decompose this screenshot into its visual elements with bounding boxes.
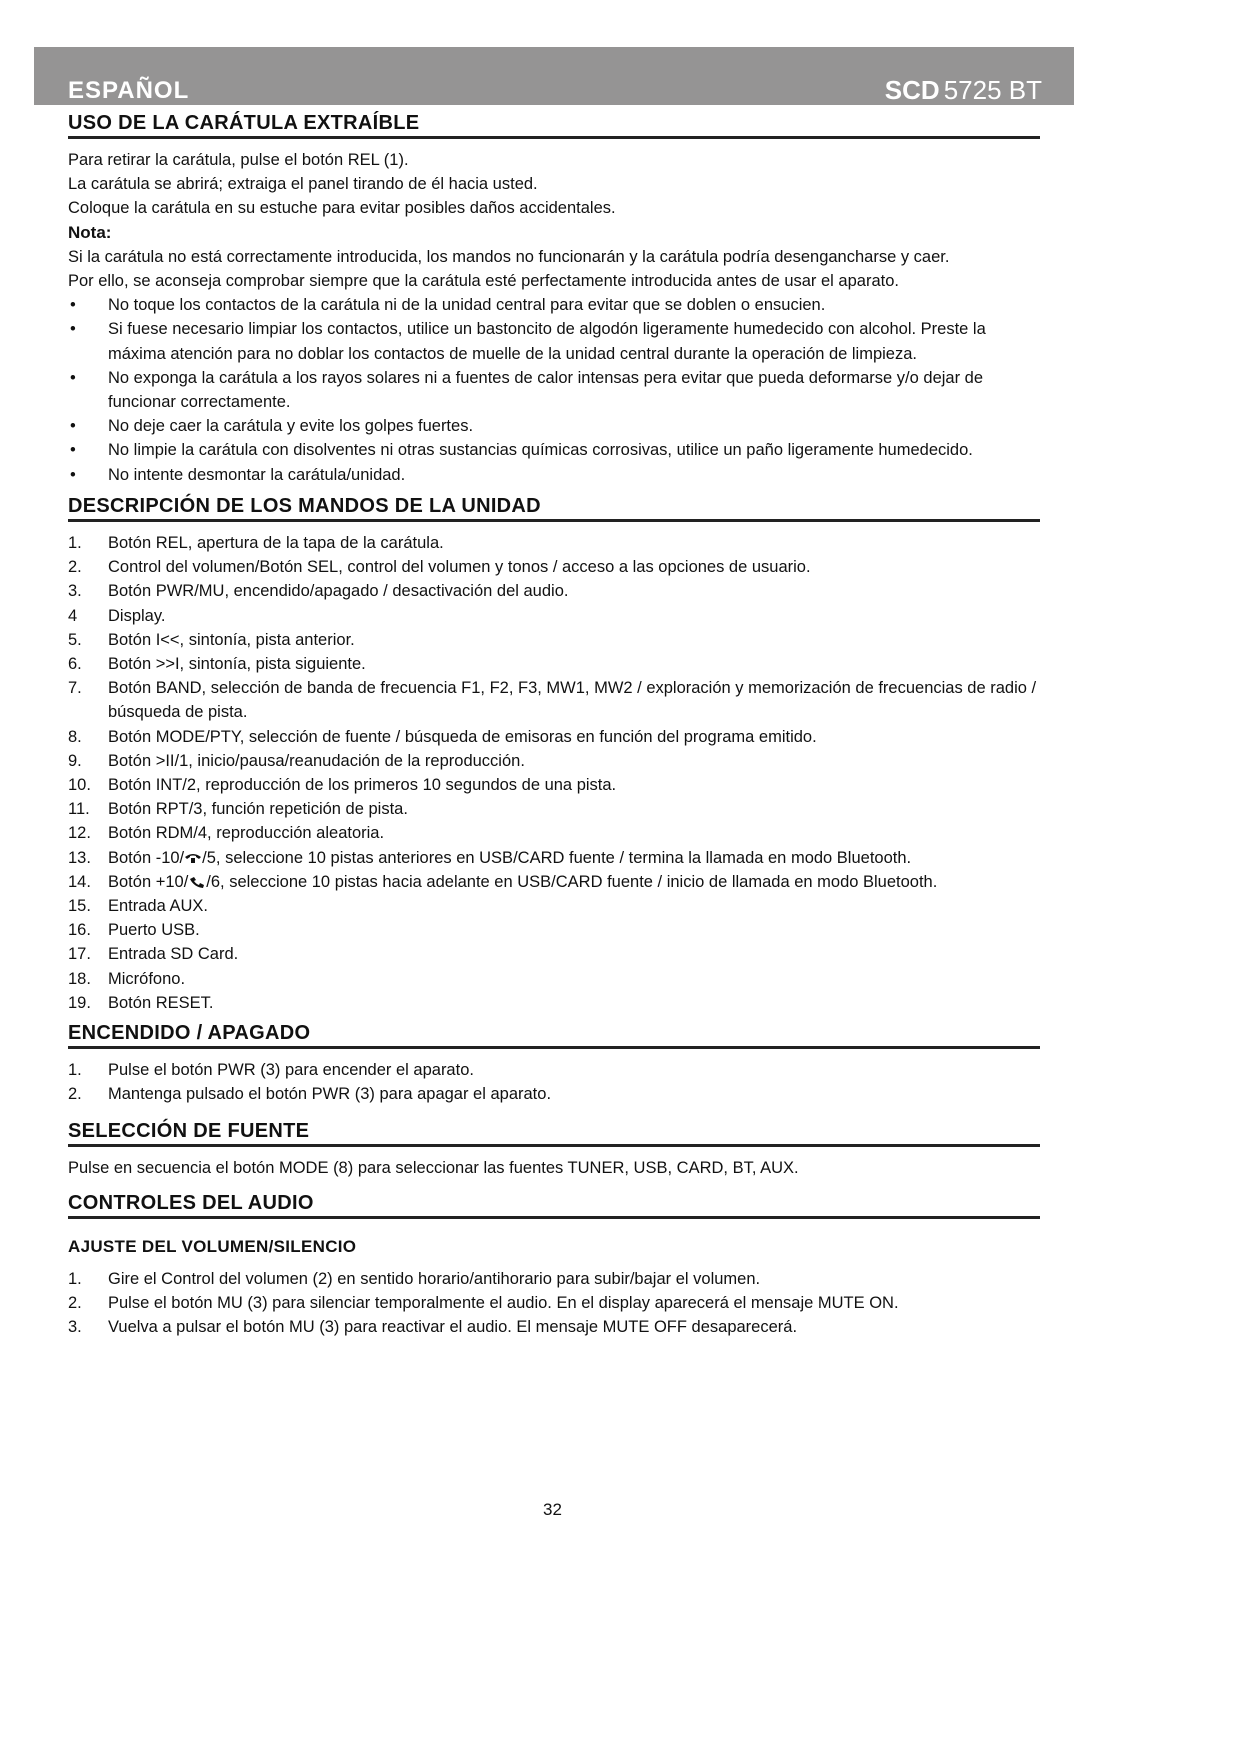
list-item (68, 579, 1040, 603)
bullet-icon: • (70, 441, 76, 460)
list-item (68, 555, 1040, 579)
item-text: Puerto USB. (108, 921, 200, 940)
language-label: ESPAÑOL (68, 77, 190, 104)
item-number: 1. (68, 1270, 82, 1288)
list-item (68, 725, 1040, 749)
bullet-icon: • (70, 296, 76, 315)
list-item (68, 604, 1040, 628)
section-title: SELECCIÓN DE FUENTE (68, 1119, 1040, 1147)
item-text: Entrada AUX. (108, 897, 208, 916)
section-encendido (68, 1021, 1040, 1106)
section-fuente (68, 1119, 1040, 1180)
item-text: /5, seleccione 10 pistas anteriores en USB/CARD fuente / termina la llamada en modo Bluetooth. (202, 848, 912, 867)
paragraph: Si la carátula no está correctamente introducida, los mandos no funcionarán y la carátula podría desengancharse y caer. (68, 247, 950, 266)
item-text: Botón >>I, sintonía, pista siguiente. (108, 655, 366, 674)
item-number: 8. (68, 727, 82, 746)
paragraph: Por ello, se aconseja comprobar siempre que la carátula esté perfectamente introducida antes de usar el aparato. (68, 272, 899, 291)
item-text: Pulse el botón PWR (3) para encender el aparato. (108, 1061, 474, 1079)
item-number: 9. (68, 751, 82, 770)
list-item (68, 1267, 1040, 1291)
item-number: 14. (68, 872, 91, 891)
item-number: 15. (68, 897, 91, 916)
item-text: Botón -10/ (108, 848, 185, 867)
list-item (68, 293, 1040, 317)
list-item (68, 967, 1040, 991)
item-text: Botón INT/2, reproducción de los primeros 10 segundos de una pista. (108, 776, 617, 795)
page-number: 32 (543, 1500, 562, 1519)
item-text: Pulse el botón MU (3) para silenciar temporalmente el audio. En el display aparecerá el mensaje MUTE ON. (108, 1294, 899, 1313)
list-item (68, 366, 1040, 414)
model-number: 5725 BT (943, 75, 1042, 105)
paragraph: Coloque la carátula en su estuche para evitar posibles daños accidentales. (68, 199, 616, 218)
item-number: 3. (68, 1318, 82, 1337)
list-item (68, 531, 1040, 555)
item-number: 5. (68, 630, 82, 649)
phone-hangup-icon (184, 847, 202, 859)
list-item (68, 1291, 1040, 1315)
item-number: 2. (68, 1294, 82, 1313)
list-item (68, 918, 1040, 942)
list-item-text: No deje caer la carátula y evite los golpes fuertes. (108, 417, 474, 436)
list-item (68, 942, 1040, 966)
list-item-text: No intente desmontar la carátula/unidad. (108, 465, 406, 484)
model-name (885, 75, 1042, 106)
phone-pickup-icon (188, 871, 206, 883)
list-item (68, 1082, 1040, 1106)
subsection-title: AJUSTE DEL VOLUMEN/SILENCIO (68, 1237, 357, 1256)
item-text: Vuelva a pulsar el botón MU (3) para reactivar el audio. El mensaje MUTE OFF desaparecerá. (108, 1318, 798, 1337)
item-text: /6, seleccione 10 pistas hacia adelante en USB/CARD fuente / inicio de llamada en modo Bluetooth. (206, 872, 938, 891)
header-banner (34, 47, 1074, 105)
item-number: 4 (68, 606, 78, 625)
item-text: Botón RPT/3, función repetición de pista. (108, 800, 408, 819)
section-title: CONTROLES DEL AUDIO (68, 1191, 1040, 1219)
item-text: Entrada SD Card. (108, 945, 239, 964)
list-item (68, 846, 1040, 870)
item-number: 6. (68, 655, 82, 674)
list-item (68, 628, 1040, 652)
list-item (68, 797, 1040, 821)
item-text: Botón I<<, sintonía, pista anterior. (108, 630, 355, 649)
paragraph: Pulse en secuencia el botón MODE (8) para seleccionar las fuentes TUNER, USB, CARD, BT, AUX. (68, 1159, 799, 1177)
item-text: Gire el Control del volumen (2) en sentido horario/antihorario para subir/bajar el volumen. (108, 1270, 761, 1288)
model-brand: SCD (884, 75, 940, 105)
item-number: 1. (68, 534, 82, 552)
section-title: DESCRIPCIÓN DE LOS MANDOS DE LA UNIDAD (68, 494, 1040, 522)
steps-list (68, 1058, 1040, 1106)
item-number: 10. (68, 776, 91, 795)
item-number: 16. (68, 921, 91, 940)
list-item (68, 773, 1040, 797)
item-number: 1. (68, 1061, 82, 1079)
item-text: Mantenga pulsado el botón PWR (3) para apagar el aparato. (108, 1085, 552, 1104)
item-text: Botón BAND, selección de banda de frecuencia F1, F2, F3, MW1, MW2 / exploración y memorización de frecuencias de radio / búsqueda de pista. (108, 679, 1037, 722)
item-number: 2. (68, 558, 82, 577)
item-text: Botón PWR/MU, encendido/apagado / desactivación del audio. (108, 582, 569, 601)
list-item (68, 676, 1040, 724)
item-text: Control del volumen/Botón SEL, control del volumen y tonos / acceso a las opciones de usuario. (108, 558, 811, 577)
item-text: Botón RESET. (108, 993, 214, 1012)
bullet-icon: • (70, 320, 76, 339)
section-title: USO DE LA CARÁTULA EXTRAÍBLE (68, 111, 1040, 139)
list-item (68, 821, 1040, 845)
bullet-icon: • (70, 417, 76, 436)
list-item (68, 991, 1040, 1015)
item-text: Micrófono. (108, 969, 186, 988)
list-item (68, 1058, 1040, 1082)
item-text: Display. (108, 606, 166, 625)
item-number: 12. (68, 824, 91, 843)
note-label: Nota: (68, 222, 112, 242)
item-number: 17. (68, 945, 91, 964)
list-item (68, 438, 1040, 462)
item-text: Botón MODE/PTY, selección de fuente / búsqueda de emisoras en función del programa emitido. (108, 727, 817, 746)
item-text: Botón RDM/4, reproducción aleatoria. (108, 824, 385, 843)
item-text: Botón >II/1, inicio/pausa/reanudación de la reproducción. (108, 751, 525, 770)
section-mandos (68, 494, 1040, 1015)
list-item (68, 317, 1040, 365)
list-item (68, 749, 1040, 773)
list-item (68, 652, 1040, 676)
item-number: 7. (68, 679, 82, 698)
list-item (68, 414, 1040, 438)
section-audio (68, 1191, 1040, 1340)
bullet-list (68, 293, 1040, 487)
item-number: 2. (68, 1085, 82, 1104)
list-item (68, 894, 1040, 918)
section-caratula (68, 111, 1040, 487)
list-item-text: No toque los contactos de la carátula ni de la unidad central para evitar que se doblen o ensucien. (108, 296, 826, 315)
list-item-text: No limpie la carátula con disolventes ni otras sustancias químicas corrosivas, utilice un paño ligeramente humedecido. (108, 441, 973, 460)
item-text: Botón +10/ (108, 872, 189, 891)
list-item (68, 870, 1040, 894)
item-number: 13. (68, 848, 91, 867)
bullet-icon: • (70, 368, 76, 387)
list-item (68, 1315, 1040, 1339)
item-number: 19. (68, 993, 91, 1012)
list-item-text: No exponga la carátula a los rayos solares ni a fuentes de calor intensas pera evitar que pueda deformarse y/o dejar de funcionar correctamente. (108, 368, 984, 412)
item-number: 11. (68, 800, 90, 819)
paragraph: La carátula se abrirá; extraiga el panel tirando de él hacia usted. (68, 175, 538, 194)
section-title: ENCENDIDO / APAGADO (68, 1021, 1040, 1049)
controls-list (68, 531, 1040, 1015)
item-text: Botón REL, apertura de la tapa de la carátula. (108, 534, 444, 552)
list-item-text: Si fuese necesario limpiar los contactos, utilice un bastoncito de algodón ligeramente humedecido con alcohol. Preste la máxima atención para no doblar los contactos de muelle de la unidad central durante la operación de limpieza. (108, 320, 986, 363)
item-number: 18. (68, 969, 91, 988)
paragraph: Para retirar la carátula, pulse el botón REL (1). (68, 151, 409, 169)
steps-list (68, 1267, 1040, 1340)
list-item (68, 463, 1040, 487)
bullet-icon: • (70, 465, 76, 484)
item-number: 3. (68, 582, 82, 601)
